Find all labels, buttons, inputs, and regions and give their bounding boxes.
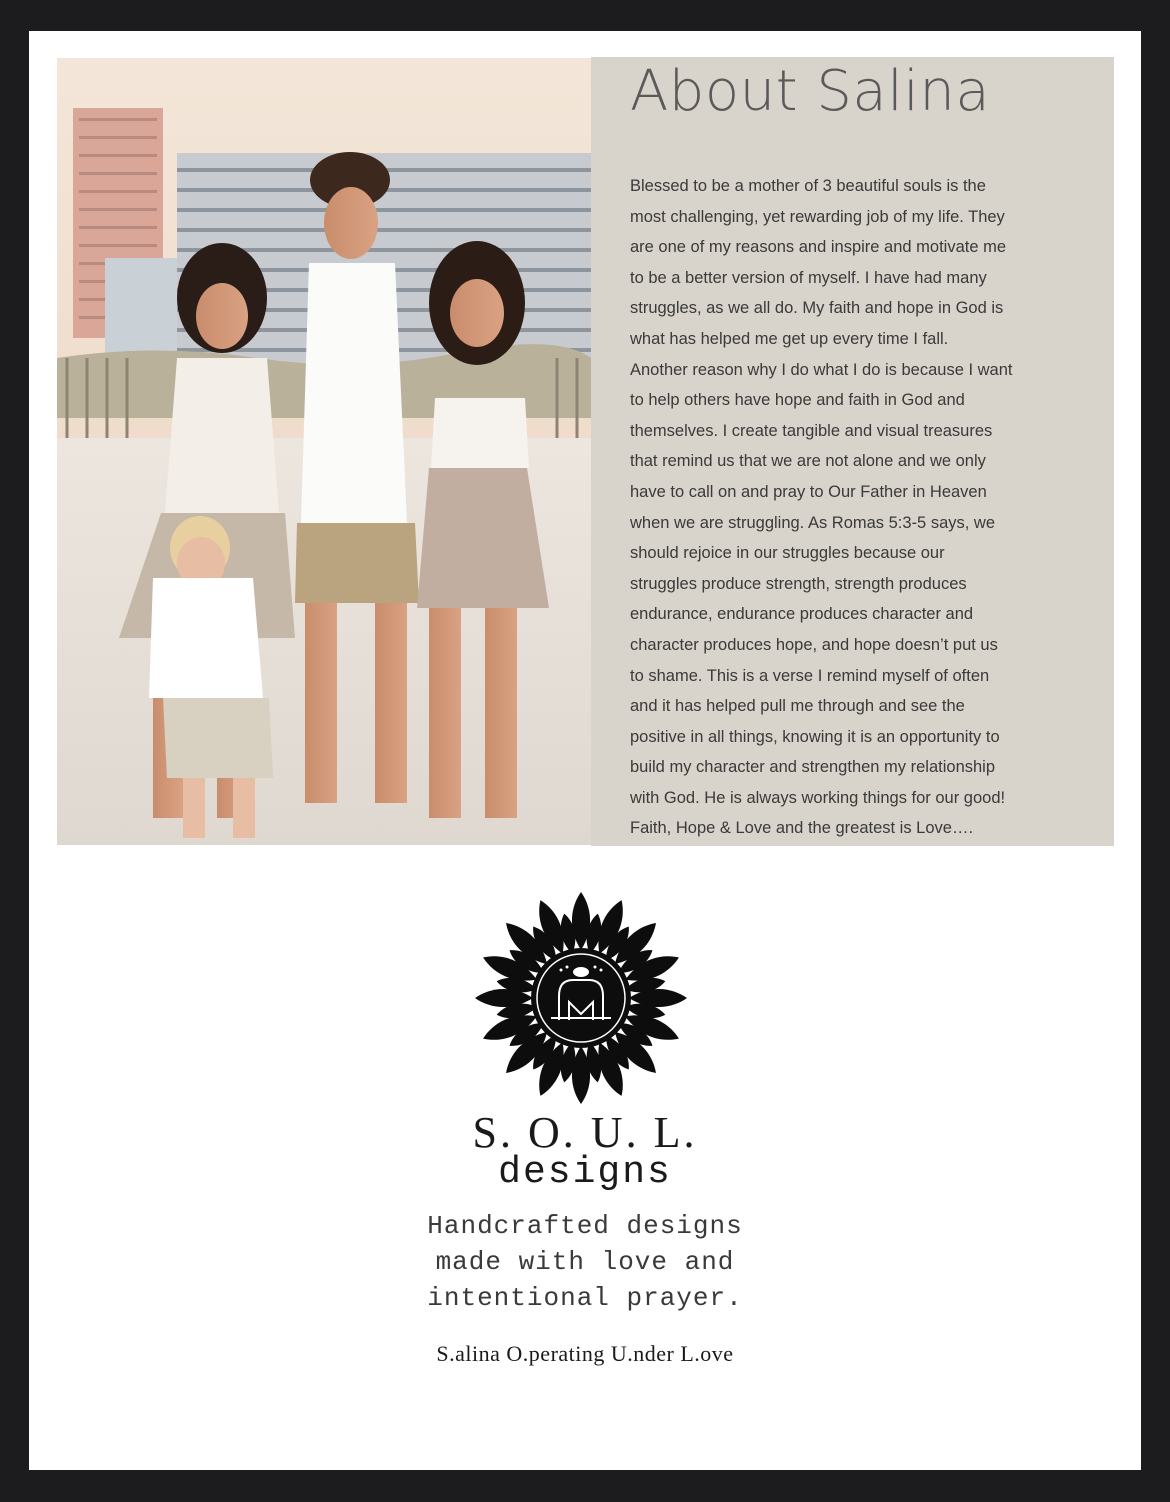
bio-line: Another reason why I do what I do is because I want — [630, 360, 1013, 379]
about-title: About Salina — [630, 59, 991, 124]
bio-line: have to call on and pray to Our Father in Heaven — [630, 482, 987, 501]
bio-line: struggles produce strength, strength produces — [630, 574, 967, 593]
sunflower-logo-icon — [470, 887, 692, 1109]
bio-line: endurance, endurance produces character and — [630, 605, 974, 624]
bio-line: when we are struggling. As Romas 5:3-5 says, we — [630, 513, 996, 532]
family-photo — [57, 58, 591, 845]
page — [29, 31, 1141, 1470]
about-panel — [591, 57, 1114, 846]
bio-line: most challenging, yet rewarding job of my life. They — [630, 207, 1005, 226]
bio-line: to help others have hope and faith in God and — [630, 391, 965, 410]
tagline-line: intentional prayer. — [427, 1283, 743, 1313]
bio-line: are one of my reasons and inspire and motivate me — [630, 238, 1007, 257]
bio-line: to be a better version of myself. I have had many — [630, 268, 987, 287]
bio-line: to shame. This is a verse I remind myself of often — [630, 666, 990, 685]
bio-text — [630, 171, 1080, 844]
bio-line: character produces hope, and hope doesn’t put us — [630, 635, 998, 654]
bio-line: what has helped me get up every time I fall. — [630, 329, 949, 348]
bio-line: and it has helped pull me through and see the — [630, 697, 965, 716]
bio-line: Faith, Hope & Love and the greatest is Love…. — [630, 819, 974, 838]
bio-line: should rejoice in our struggles because our — [630, 544, 945, 563]
bio-line: Blessed to be a mother of 3 beautiful souls is the — [630, 177, 986, 195]
brand-subtitle: designs — [498, 1151, 672, 1194]
bio-line: struggles, as we all do. My faith and hope in God is — [630, 299, 1004, 318]
tagline-line: made with love and — [435, 1247, 735, 1277]
bio-line: positive in all things, knowing it is an opportunity to — [630, 727, 1000, 746]
brand-name: S. O. U. L. — [472, 1108, 698, 1157]
tagline-line: Handcrafted designs — [427, 1211, 743, 1241]
brand-tagline — [29, 1208, 1141, 1316]
bio-line: with God. He is always working things for our good! — [630, 788, 1006, 807]
brand-acronym: S.alina O.perating U.nder L.ove — [436, 1341, 734, 1366]
bio-line: themselves. I create tangible and visual treasures — [630, 421, 993, 440]
bio-line: that remind us that we are not alone and we only — [630, 452, 986, 471]
bio-line: build my character and strengthen my relationship — [630, 758, 996, 777]
